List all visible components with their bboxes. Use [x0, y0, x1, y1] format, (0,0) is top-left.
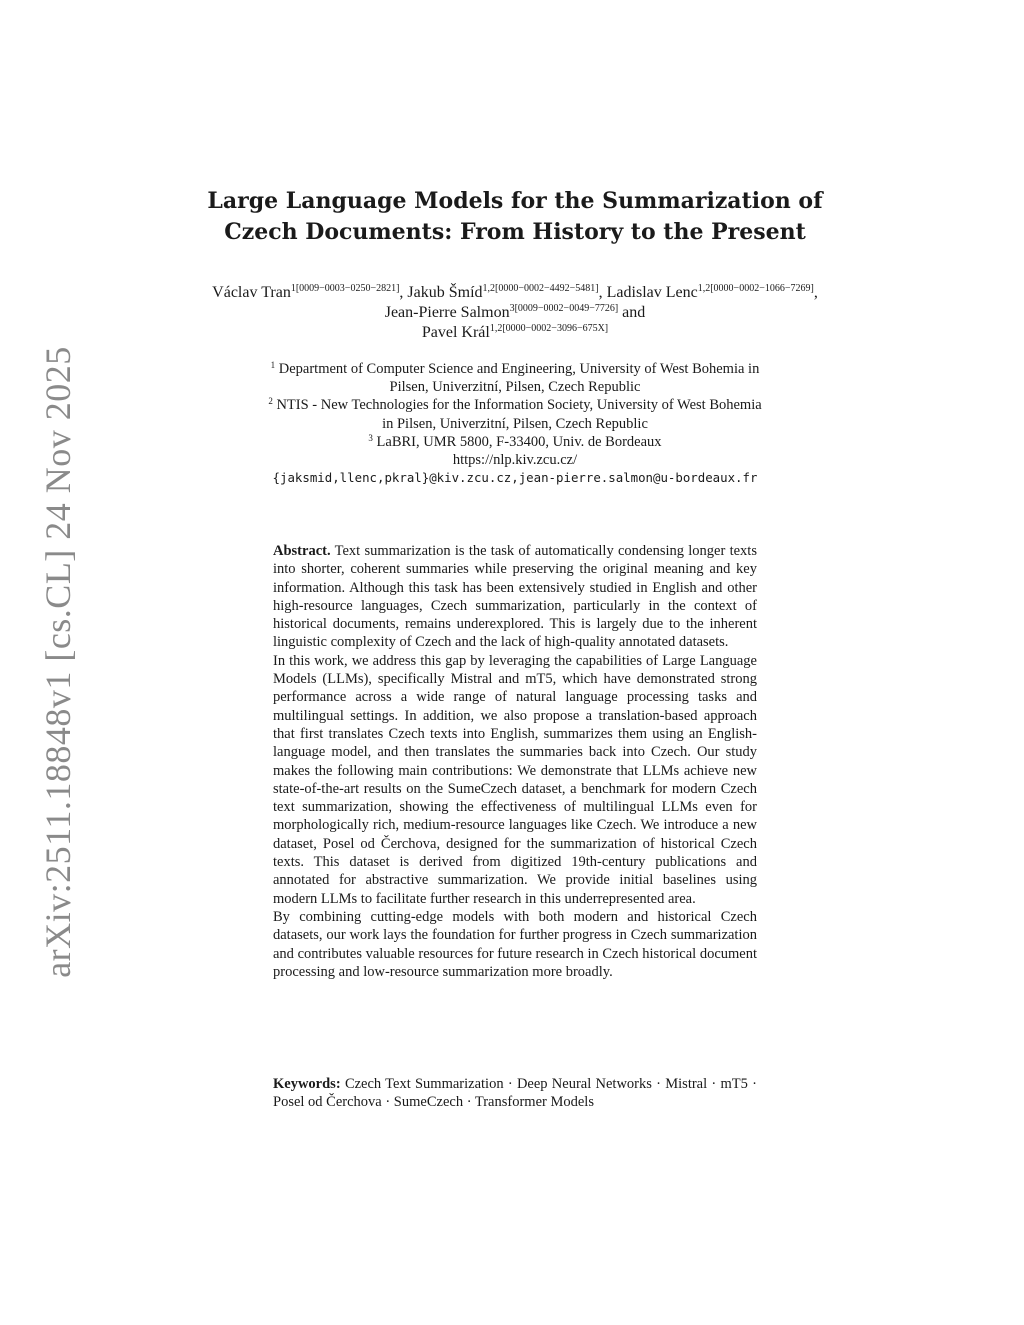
contact-emails[interactable]: {jaksmid,llenc,pkral}@kiv.zcu.cz,jean-pierre.salmon@u-bordeaux.fr [272, 470, 758, 486]
abstract-paragraph-2: In this work, we address this gap by leveraging the capabilities of Large Language Models (LLMs), specifically Mistral and mT5, which have demonstrated strong performance across a wide range of natural language processing tasks and multilingual settings. In addition, we also propose a translation-based approach that first translates Czech texts into English, summarizes them using an English-language model, and then translates the summaries back into Czech. Our study makes the following main contributions: We demonstrate that LLMs achieve new state-of-the-art results on the SumeCzech dataset, a benchmark for modern Czech text summarization, showing the effectiveness of multilingual LLMs even for morphologically rich, medium-resource languages like Czech. We introduce a new dataset, Posel od Čerchova, designed for the summarization of historical Czech texts. This dataset is derived from digitized 19th-century publications and annotated for abstractive summarization. We provide initial baselines using modern LLMs to facilitate further research in this underrepresented area. [273, 652, 757, 907]
keywords-text: Czech Text Summarization · Deep Neural Networks · Mistral · mT5 · Posel od Čerchova · SumeCzech · Transformer Models [273, 1076, 757, 1111]
abstract [273, 542, 757, 981]
author-line-2 [200, 323, 830, 343]
title-line-2: Czech Documents: From History to the Present [224, 219, 806, 245]
affiliation-number: 3 [368, 432, 373, 443]
author-name: Jean-Pierre Salmon [384, 304, 510, 321]
affiliation-text: LaBRI, UMR 5800, F-33400, Univ. de Bordeaux [376, 433, 662, 450]
paper-title [200, 186, 830, 248]
author-and: and [622, 304, 646, 321]
affiliation-text: NTIS - New Technologies for the Information Society, University of West Bohemia [276, 397, 762, 414]
author-list [200, 283, 830, 343]
author-name: Ladislav Lenc [606, 284, 698, 301]
affiliations [200, 360, 830, 487]
lab-url[interactable]: https://nlp.kiv.zcu.cz/ [452, 452, 578, 469]
affiliation-1 [200, 360, 830, 378]
abstract-text: Text summarization is the task of automatically condensing longer texts into shorter, coherent summaries while preserving the original meaning and key information. Although this task has been extensively studied in English and other high-resource languages, Czech summarization, particularly in the context of historical documents, remains underexplored. This is largely due to the inherent linguistic complexity of Czech and the lack of high-quality annotated datasets. [273, 543, 757, 651]
keywords-label: Keywords: [273, 1076, 341, 1092]
author-separator: , [399, 284, 408, 301]
author-affiliation-orcid: 1[0009−0003−0250−2821] [290, 283, 400, 294]
author-affiliation-orcid: 1,2[0000−0002−1066−7269] [697, 283, 814, 294]
abstract-paragraph-3: By combining cutting-edge models with both modern and historical Czech datasets, our work lays the foundation for further progress in Czech summarization and contributes valuable resources for future research in Czech historical document processing and low-resource summarization more broadly. [273, 908, 757, 980]
author-name: Václav Tran [212, 284, 291, 301]
author-name: Jakub Šmíd [407, 284, 483, 301]
arxiv-identifier: arXiv:2511.18848v1 [cs.CL] 24 Nov 2025 [38, 346, 78, 978]
author-affiliation-orcid: 1,2[0000−0002−3096−675X] [489, 323, 609, 334]
author-name: Pavel Král [421, 324, 490, 341]
author-affiliation-orcid: 1,2[0000−0002−4492−5481] [482, 283, 599, 294]
keywords [273, 1075, 757, 1112]
author-separator: , [813, 284, 818, 301]
affiliation-3 [200, 433, 830, 451]
affiliation-number: 1 [270, 360, 276, 370]
author-affiliation-orcid: 3[0009−0002−0049−7726] [509, 303, 619, 314]
title-line-1: Large Language Models for the Summarization of [207, 188, 823, 214]
abstract-label: Abstract. [273, 543, 331, 559]
affiliation-number: 2 [268, 396, 273, 407]
affiliation-1-cont: Pilsen, Univerzitní, Pilsen, Czech Republic [389, 379, 641, 396]
affiliation-2-cont: in Pilsen, Univerzitní, Pilsen, Czech Republic [382, 415, 648, 432]
abstract-paragraph-1 [273, 542, 757, 652]
author-separator: , [598, 284, 607, 301]
affiliation-text: Department of Computer Science and Engineering, University of West Bohemia in [278, 361, 760, 377]
keywords-paragraph [273, 1075, 757, 1112]
affiliation-2 [200, 396, 830, 414]
author-line-1 [200, 283, 830, 323]
